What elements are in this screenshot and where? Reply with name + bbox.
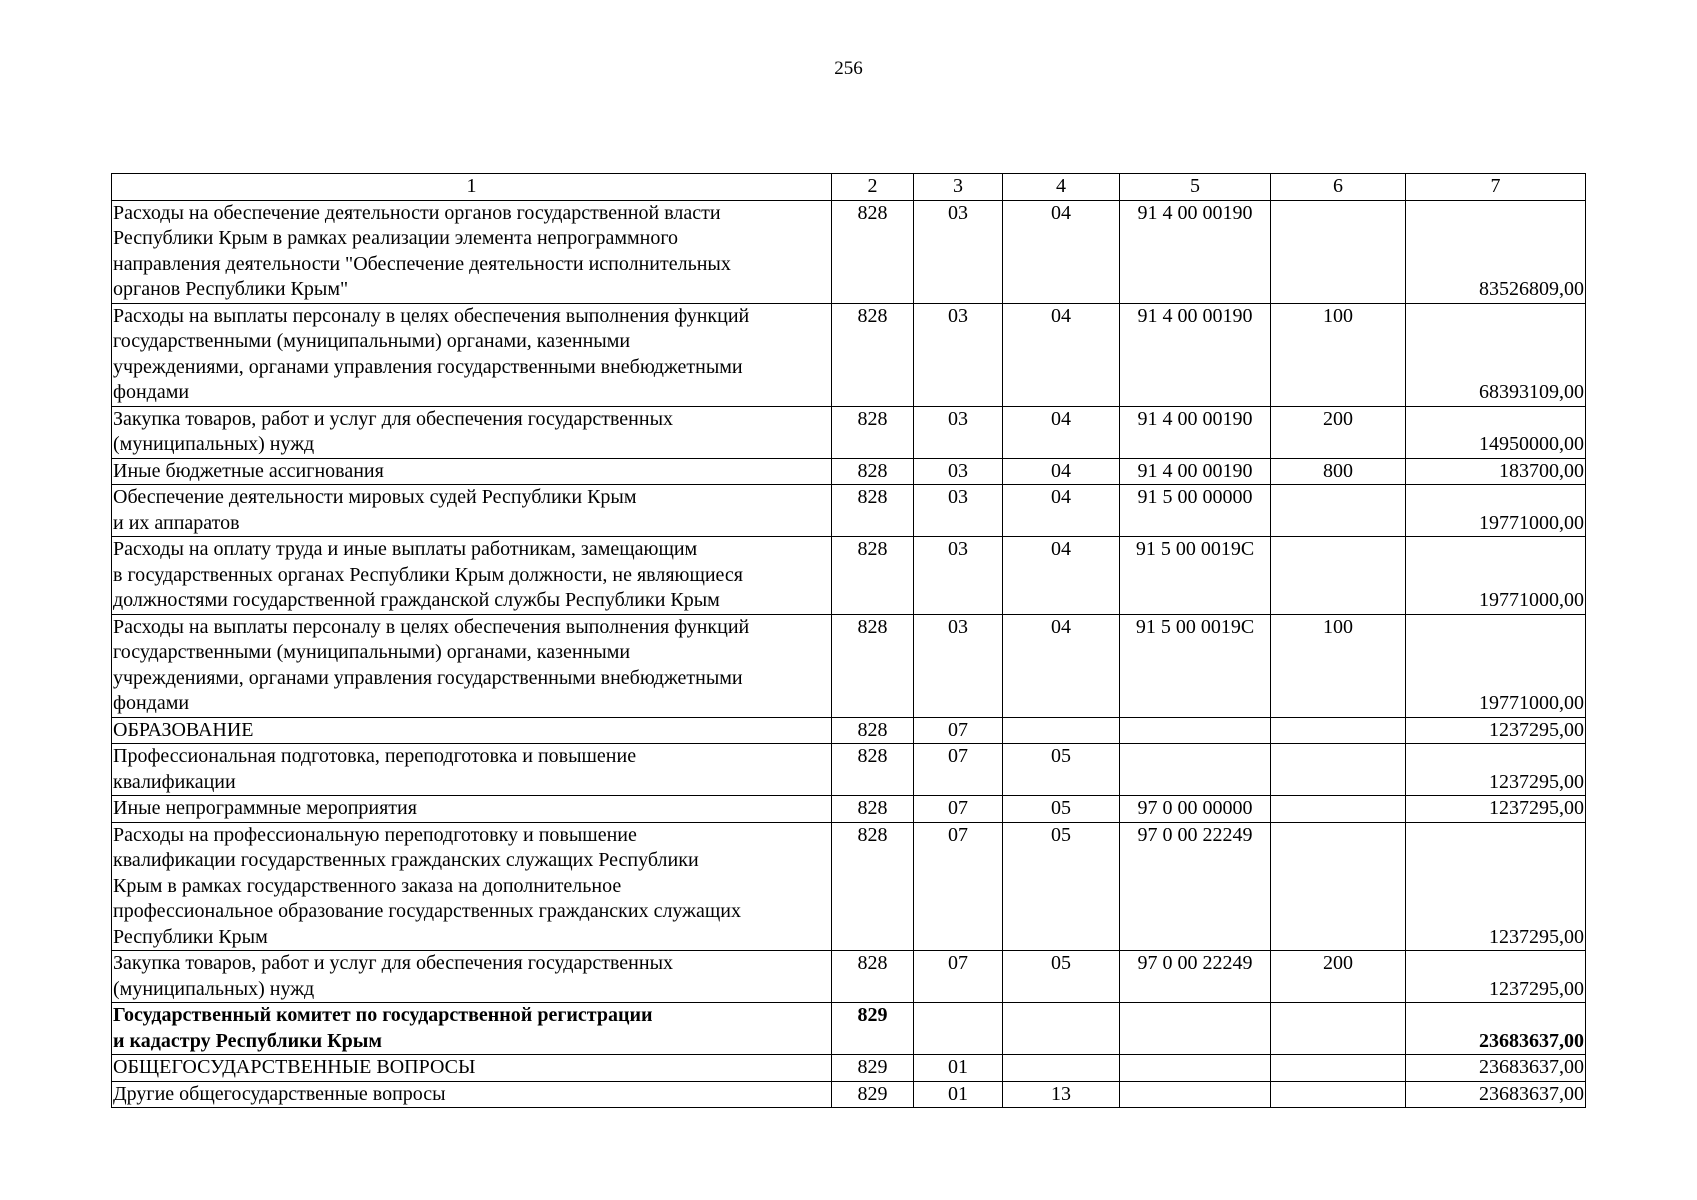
subsection-code-cell: 04 — [1003, 485, 1120, 537]
amount-cell: 1237295,00 — [1406, 717, 1586, 744]
table-row — [112, 822, 1586, 951]
item-name-line: Иные бюджетные ассигнования — [113, 459, 384, 482]
table-row — [112, 303, 1586, 406]
target-article-cell — [1120, 1055, 1271, 1082]
target-article-cell: 97 0 00 00000 — [1120, 796, 1271, 823]
target-article-cell: 91 5 00 0019С — [1120, 537, 1271, 615]
target-article-cell: 91 4 00 00190 — [1120, 200, 1271, 303]
expense-type-cell — [1271, 1055, 1406, 1082]
item-name-line: Закупка товаров, работ и услуг для обеспечения государственных — [113, 407, 674, 430]
header-cell: 1 — [112, 174, 832, 201]
table-row — [112, 1055, 1586, 1082]
header-cell: 7 — [1406, 174, 1586, 201]
expense-type-cell — [1271, 485, 1406, 537]
expense-type-cell: 100 — [1271, 614, 1406, 717]
target-article-cell: 91 4 00 00190 — [1120, 458, 1271, 485]
item-name-cell — [112, 951, 832, 1003]
table-row — [112, 1003, 1586, 1055]
item-name-cell — [112, 717, 832, 744]
amount-cell: 19771000,00 — [1406, 537, 1586, 615]
expense-type-cell — [1271, 1003, 1406, 1055]
amount-cell: 1237295,00 — [1406, 822, 1586, 951]
item-name-line: и их аппаратов — [113, 511, 240, 534]
ministry-code-cell: 828 — [832, 796, 914, 823]
amount-cell: 23683637,00 — [1406, 1081, 1586, 1108]
subsection-code-cell: 04 — [1003, 406, 1120, 458]
expense-type-cell — [1271, 200, 1406, 303]
amount-cell: 14950000,00 — [1406, 406, 1586, 458]
section-code-cell: 03 — [914, 485, 1003, 537]
expense-type-cell — [1271, 822, 1406, 951]
item-name-line: Другие общегосударственные вопросы — [113, 1082, 446, 1105]
item-name-line: органов Республики Крым" — [113, 278, 349, 300]
expense-type-cell — [1271, 537, 1406, 615]
subsection-code-cell: 04 — [1003, 458, 1120, 485]
header-cell: 3 — [914, 174, 1003, 201]
table-row — [112, 406, 1586, 458]
item-name-line: фондами — [113, 692, 190, 714]
item-name-cell — [112, 406, 832, 458]
section-code-cell: 03 — [914, 537, 1003, 615]
section-code-cell: 07 — [914, 717, 1003, 744]
section-code-cell: 01 — [914, 1081, 1003, 1108]
subsection-code-cell: 04 — [1003, 537, 1120, 615]
table-row — [112, 614, 1586, 717]
item-name-line: ОБРАЗОВАНИЕ — [113, 718, 254, 741]
item-name-line: учреждениями, органами управления государственными внебюджетными — [113, 355, 743, 378]
amount-cell: 19771000,00 — [1406, 485, 1586, 537]
ministry-code-cell: 828 — [832, 717, 914, 744]
ministry-code-cell: 828 — [832, 200, 914, 303]
item-name-line: квалификации — [113, 770, 236, 793]
item-name-cell — [112, 537, 832, 615]
subsection-code-cell — [1003, 1003, 1120, 1055]
table-row — [112, 744, 1586, 796]
amount-cell: 68393109,00 — [1406, 303, 1586, 406]
target-article-cell — [1120, 1003, 1271, 1055]
item-name-line: и кадастру Республики Крым — [113, 1029, 383, 1052]
subsection-code-cell: 04 — [1003, 200, 1120, 303]
item-name-line: Расходы на выплаты персоналу в целях обеспечения выполнения функций — [113, 304, 750, 327]
ministry-code-cell: 829 — [832, 1003, 914, 1055]
ministry-code-cell: 829 — [832, 1055, 914, 1082]
item-name-line: Иные непрограммные мероприятия — [113, 797, 417, 819]
item-name-line: квалификации государственных гражданских служащих Республики — [113, 849, 699, 871]
item-name-line: Расходы на оплату труда и иные выплаты работникам, замещающим — [113, 538, 698, 560]
table-row — [112, 200, 1586, 303]
item-name-cell — [112, 744, 832, 796]
item-name-cell — [112, 1003, 832, 1055]
target-article-cell: 91 4 00 00190 — [1120, 406, 1271, 458]
item-name-line: учреждениями, органами управления государственными внебюджетными — [113, 666, 743, 689]
ministry-code-cell: 828 — [832, 614, 914, 717]
item-name-cell — [112, 303, 832, 406]
subsection-code-cell: 13 — [1003, 1081, 1120, 1108]
expense-type-cell — [1271, 744, 1406, 796]
table-row — [112, 717, 1586, 744]
ministry-code-cell: 828 — [832, 951, 914, 1003]
amount-cell: 23683637,00 — [1406, 1003, 1586, 1055]
ministry-code-cell: 828 — [832, 537, 914, 615]
ministry-code-cell: 828 — [832, 406, 914, 458]
item-name-line: Крым в рамках государственного заказа на дополнительное — [113, 874, 622, 897]
header-cell: 2 — [832, 174, 914, 201]
table-row — [112, 1081, 1586, 1108]
item-name-cell — [112, 1055, 832, 1082]
table-body — [112, 174, 1586, 1108]
subsection-code-cell: 05 — [1003, 744, 1120, 796]
item-name-cell — [112, 822, 832, 951]
expense-type-cell: 800 — [1271, 458, 1406, 485]
subsection-code-cell: 05 — [1003, 822, 1120, 951]
expense-type-cell — [1271, 796, 1406, 823]
amount-cell: 23683637,00 — [1406, 1055, 1586, 1082]
amount-cell: 19771000,00 — [1406, 614, 1586, 717]
item-name-line: Расходы на обеспечение деятельности органов государственной власти — [113, 201, 721, 224]
expense-type-cell — [1271, 717, 1406, 744]
amount-cell: 1237295,00 — [1406, 796, 1586, 823]
ministry-code-cell: 828 — [832, 485, 914, 537]
amount-cell: 1237295,00 — [1406, 744, 1586, 796]
item-name-line: (муниципальных) нужд — [113, 977, 315, 1000]
section-code-cell: 07 — [914, 822, 1003, 951]
expense-type-cell: 200 — [1271, 951, 1406, 1003]
target-article-cell — [1120, 1081, 1271, 1108]
table-row — [112, 458, 1586, 485]
item-name-cell — [112, 796, 832, 823]
section-code-cell: 01 — [914, 1055, 1003, 1082]
expense-type-cell: 200 — [1271, 406, 1406, 458]
amount-cell: 1237295,00 — [1406, 951, 1586, 1003]
item-name-line: направления деятельности "Обеспечение деятельности исполнительных — [113, 252, 731, 275]
section-code-cell: 03 — [914, 406, 1003, 458]
item-name-line: Обеспечение деятельности мировых судей Республики Крым — [113, 486, 637, 508]
item-name-line: Расходы на выплаты персоналу в целях обеспечения выполнения функций — [113, 615, 750, 638]
budget-table — [111, 173, 1586, 1108]
table-row — [112, 951, 1586, 1003]
subsection-code-cell — [1003, 1055, 1120, 1082]
page-number: 256 — [834, 58, 863, 79]
item-name-line: фондами — [113, 381, 190, 403]
section-code-cell: 03 — [914, 303, 1003, 406]
item-name-line: Государственный комитет по государственной регистрации — [113, 1004, 653, 1026]
target-article-cell: 91 5 00 0019С — [1120, 614, 1271, 717]
target-article-cell: 97 0 00 22249 — [1120, 951, 1271, 1003]
item-name-line: профессиональное образование государственных гражданских служащих — [113, 900, 741, 922]
item-name-cell — [112, 485, 832, 537]
header-cell: 5 — [1120, 174, 1271, 201]
header-row — [112, 174, 1586, 201]
item-name-line: Республики Крым в рамках реализации элемента непрограммного — [113, 227, 679, 249]
target-article-cell — [1120, 717, 1271, 744]
item-name-line: (муниципальных) нужд — [113, 433, 315, 455]
subsection-code-cell: 04 — [1003, 614, 1120, 717]
item-name-line: должностями государственной гражданской службы Республики Крым — [113, 589, 720, 611]
target-article-cell: 91 4 00 00190 — [1120, 303, 1271, 406]
item-name-line: Профессиональная подготовка, переподготовка и повышение — [113, 745, 637, 767]
section-code-cell: 03 — [914, 614, 1003, 717]
subsection-code-cell — [1003, 717, 1120, 744]
item-name-cell — [112, 200, 832, 303]
ministry-code-cell: 828 — [832, 303, 914, 406]
table-row — [112, 796, 1586, 823]
item-name-line: государственными (муниципальными) органами, казенными — [113, 641, 631, 663]
section-code-cell: 07 — [914, 951, 1003, 1003]
section-code-cell: 03 — [914, 200, 1003, 303]
expense-type-cell: 100 — [1271, 303, 1406, 406]
header-cell: 4 — [1003, 174, 1120, 201]
section-code-cell: 07 — [914, 796, 1003, 823]
item-name-cell — [112, 1081, 832, 1108]
table-row — [112, 485, 1586, 537]
section-code-cell: 07 — [914, 744, 1003, 796]
item-name-line: Республики Крым — [113, 925, 268, 948]
item-name-line: Расходы на профессиональную переподготовку и повышение — [113, 823, 637, 846]
ministry-code-cell: 828 — [832, 744, 914, 796]
amount-cell: 183700,00 — [1406, 458, 1586, 485]
target-article-cell: 91 5 00 00000 — [1120, 485, 1271, 537]
subsection-code-cell: 05 — [1003, 796, 1120, 823]
item-name-line: в государственных органах Республики Крым должности, не являющиеся — [113, 563, 744, 586]
target-article-cell: 97 0 00 22249 — [1120, 822, 1271, 951]
item-name-line: государственными (муниципальными) органами, казенными — [113, 330, 631, 352]
item-name-cell — [112, 614, 832, 717]
expense-type-cell — [1271, 1081, 1406, 1108]
amount-cell: 83526809,00 — [1406, 200, 1586, 303]
item-name-line: Закупка товаров, работ и услуг для обеспечения государственных — [113, 952, 674, 974]
ministry-code-cell: 829 — [832, 1081, 914, 1108]
item-name-line: ОБЩЕГОСУДАРСТВЕННЫЕ ВОПРОСЫ — [113, 1056, 476, 1078]
ministry-code-cell: 828 — [832, 822, 914, 951]
header-cell: 6 — [1271, 174, 1406, 201]
section-code-cell: 03 — [914, 458, 1003, 485]
subsection-code-cell: 05 — [1003, 951, 1120, 1003]
section-code-cell — [914, 1003, 1003, 1055]
ministry-code-cell: 828 — [832, 458, 914, 485]
target-article-cell — [1120, 744, 1271, 796]
subsection-code-cell: 04 — [1003, 303, 1120, 406]
table-row — [112, 537, 1586, 615]
item-name-cell — [112, 458, 832, 485]
